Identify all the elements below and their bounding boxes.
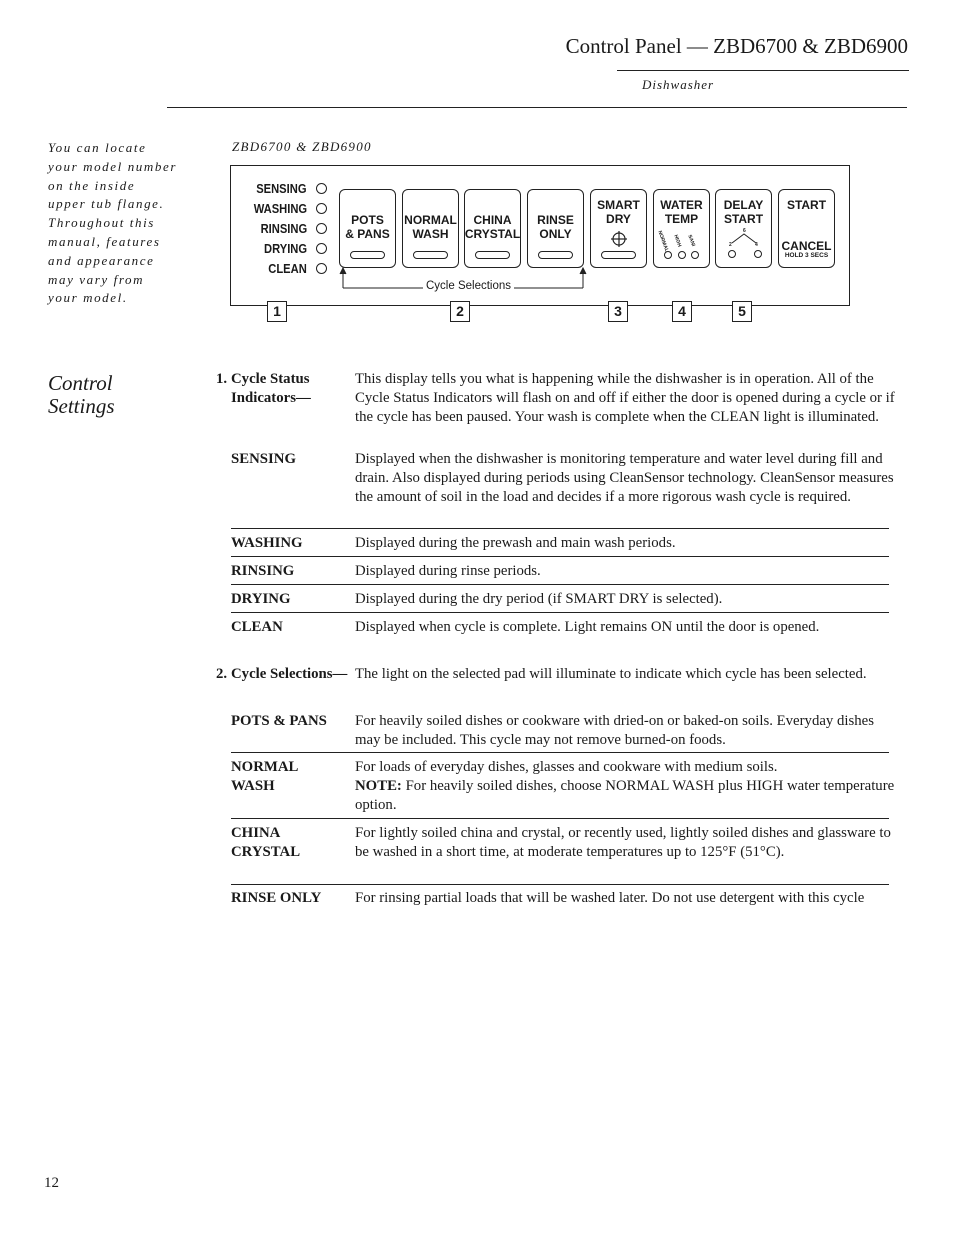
- cycle-selections-label: Cycle Selections: [423, 280, 514, 292]
- row-description: Displayed when cycle is complete. Light remains ON until the door is opened.: [355, 619, 820, 635]
- row-term: CLEAN: [231, 619, 283, 635]
- pad-light-bar: [350, 251, 385, 259]
- row-description: Displayed when the dishwasher is monitoring temperature and water level during fill and drain. Also displayed during periods using CleanSensor technology. CleanSensor measures the amount of soil in the load and decides if a more rigorous wash cycle is required.: [355, 451, 894, 505]
- temp-sani-light-icon: [691, 251, 699, 259]
- temp-option-label: HIGH: [672, 234, 683, 248]
- note-label: NOTE:: [355, 778, 402, 794]
- row-divider: [231, 884, 889, 885]
- indicator-light-icon: [316, 203, 327, 214]
- delay-bracket-icon: [729, 232, 759, 244]
- water-temp-pad: [653, 189, 710, 268]
- indicator-label: DRYING: [263, 241, 307, 256]
- item2-number: 2.: [216, 666, 228, 682]
- pad-label: CHINA CRYSTAL: [464, 213, 521, 241]
- page-subtitle: Dishwasher: [642, 77, 715, 92]
- row-term: WASHING: [231, 535, 303, 551]
- pad-label: NORMAL WASH: [404, 213, 457, 241]
- indicator-label: RINSING: [260, 221, 307, 236]
- row-divider: [231, 818, 889, 819]
- indicator-light-icon: [316, 243, 327, 254]
- indicator-drying: [231, 239, 327, 259]
- item2-heading: Cycle Selections—: [231, 666, 348, 682]
- china-crystal-pad: [464, 189, 521, 268]
- callout-5: 5: [732, 301, 752, 322]
- temp-high-light-icon: [678, 251, 686, 259]
- control-panel-illustration: [230, 165, 850, 319]
- row-term: POTS & PANS: [231, 713, 327, 729]
- row-description: [355, 758, 895, 815]
- section-heading: Control Settings: [48, 371, 115, 418]
- rinse-only-pad: [527, 189, 584, 268]
- row-term: NORMAL WASH: [231, 759, 298, 794]
- indicator-sensing: [231, 179, 327, 199]
- pad-light-bar: [413, 251, 448, 259]
- pad-label: RINSE ONLY: [537, 213, 574, 241]
- panel-caption: ZBD6700 & ZBD6900: [232, 139, 372, 154]
- row-term: RINSE ONLY: [231, 890, 322, 906]
- cycle-status-indicators: [231, 179, 327, 279]
- row-divider: [231, 556, 889, 557]
- note-text: For heavily soiled dishes, choose NORMAL WASH plus HIGH water temperature option.: [355, 778, 895, 813]
- indicator-light-icon: [316, 183, 327, 194]
- pad-label: POTS & PANS: [345, 213, 390, 241]
- pad-light-bar: [475, 251, 510, 259]
- indicator-clean: [231, 259, 327, 279]
- row-description: For heavily soiled dishes or cookware with dried-on or baked-on soils. Everyday dishes may be included. This cycle may not remove burned-on foods.: [355, 713, 875, 748]
- side-note: You can locate your model number on the inside upper tub flange. Throughout this manual, features and appearance may vary from your model.: [48, 140, 178, 306]
- pad-label: WATER TEMP: [660, 198, 703, 226]
- temp-normal-light-icon: [664, 251, 672, 259]
- row-description: Displayed during the dry period (if SMART DRY is selected).: [355, 591, 723, 607]
- header-rule-long: [167, 107, 907, 108]
- start-label: START: [786, 198, 827, 212]
- smart-dry-icon: [610, 230, 628, 248]
- row-term: DRYING: [231, 591, 291, 607]
- pots-pans-pad: [339, 189, 396, 268]
- normal-wash-pad: [402, 189, 459, 268]
- temp-option-label: SANI: [686, 234, 697, 248]
- page-title: Control Panel — ZBD6700 & ZBD6900: [565, 34, 908, 58]
- callout-2: 2: [450, 301, 470, 322]
- page-number: 12: [44, 1175, 59, 1191]
- callout-1: 1: [267, 301, 287, 322]
- temp-option-label: NORMAL: [656, 230, 670, 253]
- row-divider: [231, 584, 889, 585]
- row-description: Displayed during rinse periods.: [355, 563, 541, 579]
- row-term: SENSING: [231, 451, 296, 467]
- delay-4h-light-icon: [754, 250, 762, 258]
- indicator-washing: [231, 199, 327, 219]
- pad-label: SMART DRY: [597, 198, 640, 226]
- indicator-label: WASHING: [253, 201, 307, 216]
- item1-heading: Cycle Status Indicators—: [231, 371, 311, 406]
- indicator-label: CLEAN: [268, 261, 307, 276]
- delay-hours-label: 6: [743, 228, 746, 234]
- delay-hours-label: 2: [729, 242, 732, 248]
- row-description-text: For loads of everyday dishes, glasses and cookware with medium soils.: [355, 759, 778, 775]
- indicator-rinsing: [231, 219, 327, 239]
- callout-3: 3: [608, 301, 628, 322]
- row-divider: [231, 528, 889, 529]
- delay-2h-light-icon: [728, 250, 736, 258]
- row-divider: [231, 752, 889, 753]
- delay-hours-label: 4: [755, 242, 758, 248]
- start-cancel-pad: [778, 189, 835, 268]
- pad-label: DELAY START: [723, 198, 764, 226]
- row-term: RINSING: [231, 563, 295, 579]
- cancel-hold-label: HOLD 3 SECS: [784, 252, 829, 259]
- indicator-label: SENSING: [256, 181, 307, 196]
- header-rule-short: [617, 70, 909, 71]
- indicator-light-icon: [316, 263, 327, 274]
- smart-dry-pad: [590, 189, 647, 268]
- indicator-light-icon: [316, 223, 327, 234]
- item1-description-text: This display tells you what is happening while the dishwasher is in operation. All of the Cycle Status Indicators will flash on and off if either the door is opened during a cycle or if the cycle has been paused. Your wash is complete when the CLEAN light is illuminated.: [355, 371, 895, 425]
- pad-light-bar: [538, 251, 573, 259]
- row-divider: [231, 612, 889, 613]
- row-term: CHINA CRYSTAL: [231, 825, 301, 860]
- callout-4: 4: [672, 301, 692, 322]
- row-description: Displayed during the prewash and main wash periods.: [355, 535, 676, 551]
- pad-light-bar: [601, 251, 636, 259]
- cancel-label: CANCEL: [781, 239, 832, 253]
- row-description: For lightly soiled china and crystal, or recently used, lightly soiled dishes and glassware to be washed in a short time, at moderate temperatures up to 125°F (51°C).: [355, 825, 891, 860]
- row-description: For rinsing partial loads that will be washed later. Do not use detergent with this cycle: [355, 890, 865, 906]
- item2-description-text: The light on the selected pad will illuminate to indicate which cycle has been selected.: [355, 666, 867, 682]
- delay-start-pad: [715, 189, 772, 268]
- item1-number: 1.: [216, 371, 228, 387]
